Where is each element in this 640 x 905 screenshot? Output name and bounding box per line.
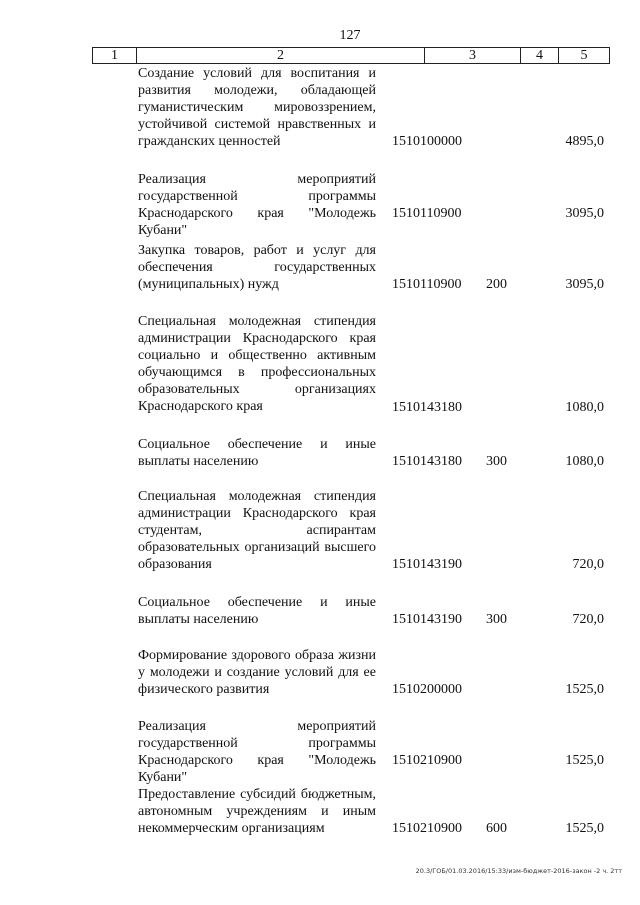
row-code: 1510210900 [392,753,462,768]
row-code: 1510143180 [392,454,462,469]
row-description: Специальная молодежная стипендия администрации Краснодарского края социально и общественно активным обучающимся в профессиональных образовательных организациях Краснодарского края [138,314,376,414]
row-code: 1510143180 [392,400,462,415]
row-description: Закупка товаров, работ и услуг для обеспечения государственных (муниципальных) нужд [138,243,376,292]
row-amount: 4895,0 [565,134,604,149]
row-description: Формирование здорового образа жизни у молодежи и создание условий для ее физического развития [138,648,376,697]
header-col-5: 5 [580,48,588,63]
row-description: Социальное обеспечение и иные выплаты населению [138,595,376,627]
row-amount: 720,0 [572,612,604,627]
header-col-1: 1 [93,48,137,63]
row-type: 600 [486,821,507,836]
header-col-2: 2 [137,48,425,63]
row-amount: 1080,0 [565,454,604,469]
row-description: Предоставление субсидий бюджетным, автономным учреждениям и иным некоммерческим организациям [138,787,376,836]
row-code: 1510143190 [392,557,462,572]
footer-doc-id: 20.3/ГОБ/01.03.2016/15:33/изм-бюджет-2016-закон -2 ч. 2тт [415,867,622,875]
row-amount: 1080,0 [565,400,604,415]
row-amount: 3095,0 [565,277,604,292]
row-description: Реализация мероприятий государственной программы Краснодарского края "Молодежь Кубани" [138,719,376,785]
row-description: Создание условий для воспитания и развития молодежи, обладающей гуманистическим мировоззрением, устойчивой системой нравственных и гражданских ценностей [138,66,376,149]
row-description: Специальная молодежная стипендия администрации Краснодарского края студентам, аспирантам образовательных организаций высшего образования [138,489,376,572]
row-amount: 1525,0 [565,821,604,836]
page-number: 127 [339,28,361,43]
row-type: 300 [486,454,507,469]
row-amount: 3095,0 [565,206,604,221]
row-description: Реализация мероприятий государственной программы Краснодарского края "Молодежь Кубани" [138,172,376,238]
row-type: 200 [486,277,507,292]
row-code: 1510100000 [392,134,462,149]
row-amount: 1525,0 [565,682,604,697]
table-header [92,47,610,64]
row-code: 1510200000 [392,682,462,697]
row-description: Социальное обеспечение и иные выплаты населению [138,437,376,469]
row-amount: 1525,0 [565,753,604,768]
row-code: 1510110900 [392,206,462,221]
header-col-4: 4 [521,48,559,63]
row-amount: 720,0 [572,557,604,572]
row-code: 1510143190 [392,612,462,627]
row-type: 300 [486,612,507,627]
row-code: 1510210900 [392,821,462,836]
header-col-3: 3 [425,48,521,63]
row-code: 1510110900 [392,277,462,292]
